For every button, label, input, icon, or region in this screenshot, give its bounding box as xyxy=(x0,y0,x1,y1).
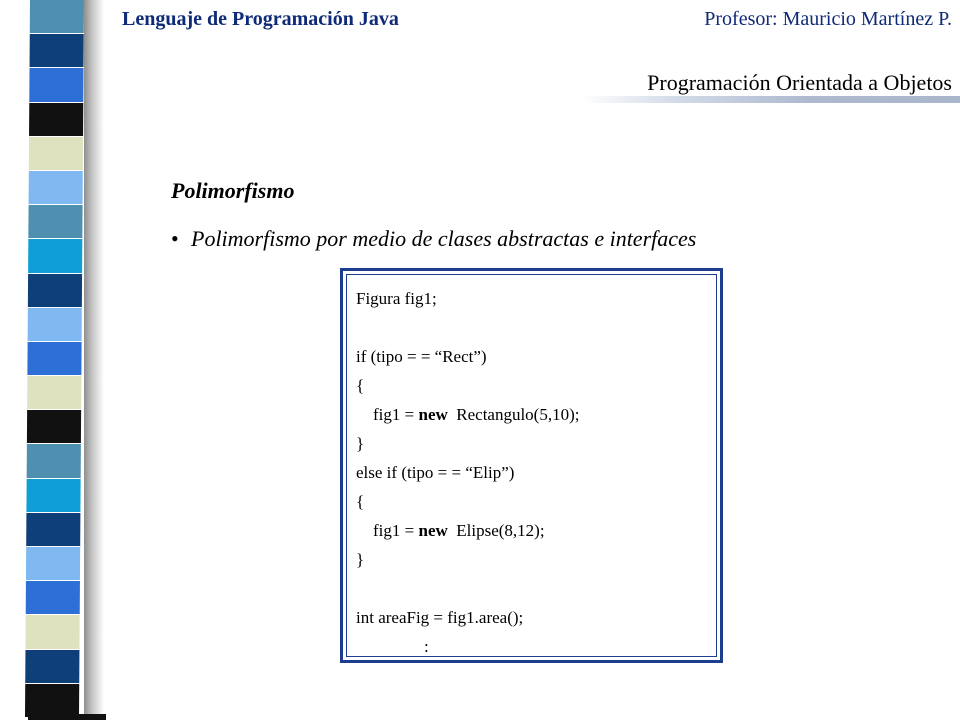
decorative-color-strip xyxy=(25,0,84,718)
strip-shadow xyxy=(84,0,104,720)
code-text: : xyxy=(356,637,429,656)
strip-block xyxy=(26,581,80,615)
strip-bottom-bar xyxy=(28,714,106,720)
strip-block xyxy=(30,0,84,34)
code-keyword: new xyxy=(418,521,448,540)
strip-block xyxy=(29,68,83,102)
bullet-text: Polimorfismo por medio de clases abstractas e interfaces xyxy=(191,226,697,251)
code-line xyxy=(356,284,579,313)
code-keyword: new xyxy=(418,405,448,424)
code-text: Figura fig1; xyxy=(356,289,437,308)
strip-block xyxy=(27,342,81,376)
strip-block xyxy=(29,103,83,137)
bullet-mark: • xyxy=(171,226,179,251)
code-box xyxy=(340,268,723,663)
course-title: Lenguaje de Programación Java xyxy=(122,8,399,30)
strip-block xyxy=(25,615,79,649)
code-text: Rectangulo(5,10); xyxy=(447,405,580,424)
strip-block xyxy=(28,308,82,342)
code-text: fig1 = xyxy=(356,521,419,540)
strip-block xyxy=(25,684,79,718)
code-line xyxy=(356,313,579,342)
code-line xyxy=(356,603,579,632)
code-lines xyxy=(356,284,579,661)
strip-block xyxy=(26,547,80,581)
strip-block xyxy=(28,274,82,308)
strip-block xyxy=(29,171,83,205)
section-heading: Polimorfismo xyxy=(171,178,295,203)
strip-block xyxy=(27,376,81,410)
code-text: } xyxy=(356,550,365,569)
code-text: Elipse(8,12); xyxy=(447,521,545,540)
code-line xyxy=(356,342,579,371)
bullet-item xyxy=(171,226,696,252)
code-text: fig1 = xyxy=(356,405,419,424)
code-text: int areaFig = fig1.area(); xyxy=(356,608,524,627)
strip-block xyxy=(30,34,84,68)
strip-block xyxy=(26,513,80,547)
code-text: } xyxy=(356,434,365,453)
code-line xyxy=(356,545,579,574)
strip-block xyxy=(27,410,81,444)
strip-block xyxy=(28,205,82,239)
code-line xyxy=(356,429,579,458)
strip-block xyxy=(26,479,80,513)
strip-block xyxy=(27,444,81,478)
code-line xyxy=(356,400,579,429)
code-line xyxy=(356,574,579,603)
professor-name: Profesor: Mauricio Martínez P. xyxy=(704,8,952,30)
code-line xyxy=(356,458,579,487)
strip-block xyxy=(29,137,83,171)
strip-block xyxy=(25,650,79,684)
code-line xyxy=(356,516,579,545)
code-text: else if (tipo = = “Elip”) xyxy=(356,463,515,482)
code-text: if (tipo = = “Rect”) xyxy=(356,347,487,366)
code-line xyxy=(356,487,579,516)
code-line xyxy=(356,371,579,400)
code-text: { xyxy=(356,376,365,395)
strip-block xyxy=(28,239,82,273)
code-line xyxy=(356,632,579,661)
topic-title: Programación Orientada a Objetos xyxy=(647,70,952,95)
header-underline xyxy=(580,96,960,103)
code-text: { xyxy=(356,492,365,511)
